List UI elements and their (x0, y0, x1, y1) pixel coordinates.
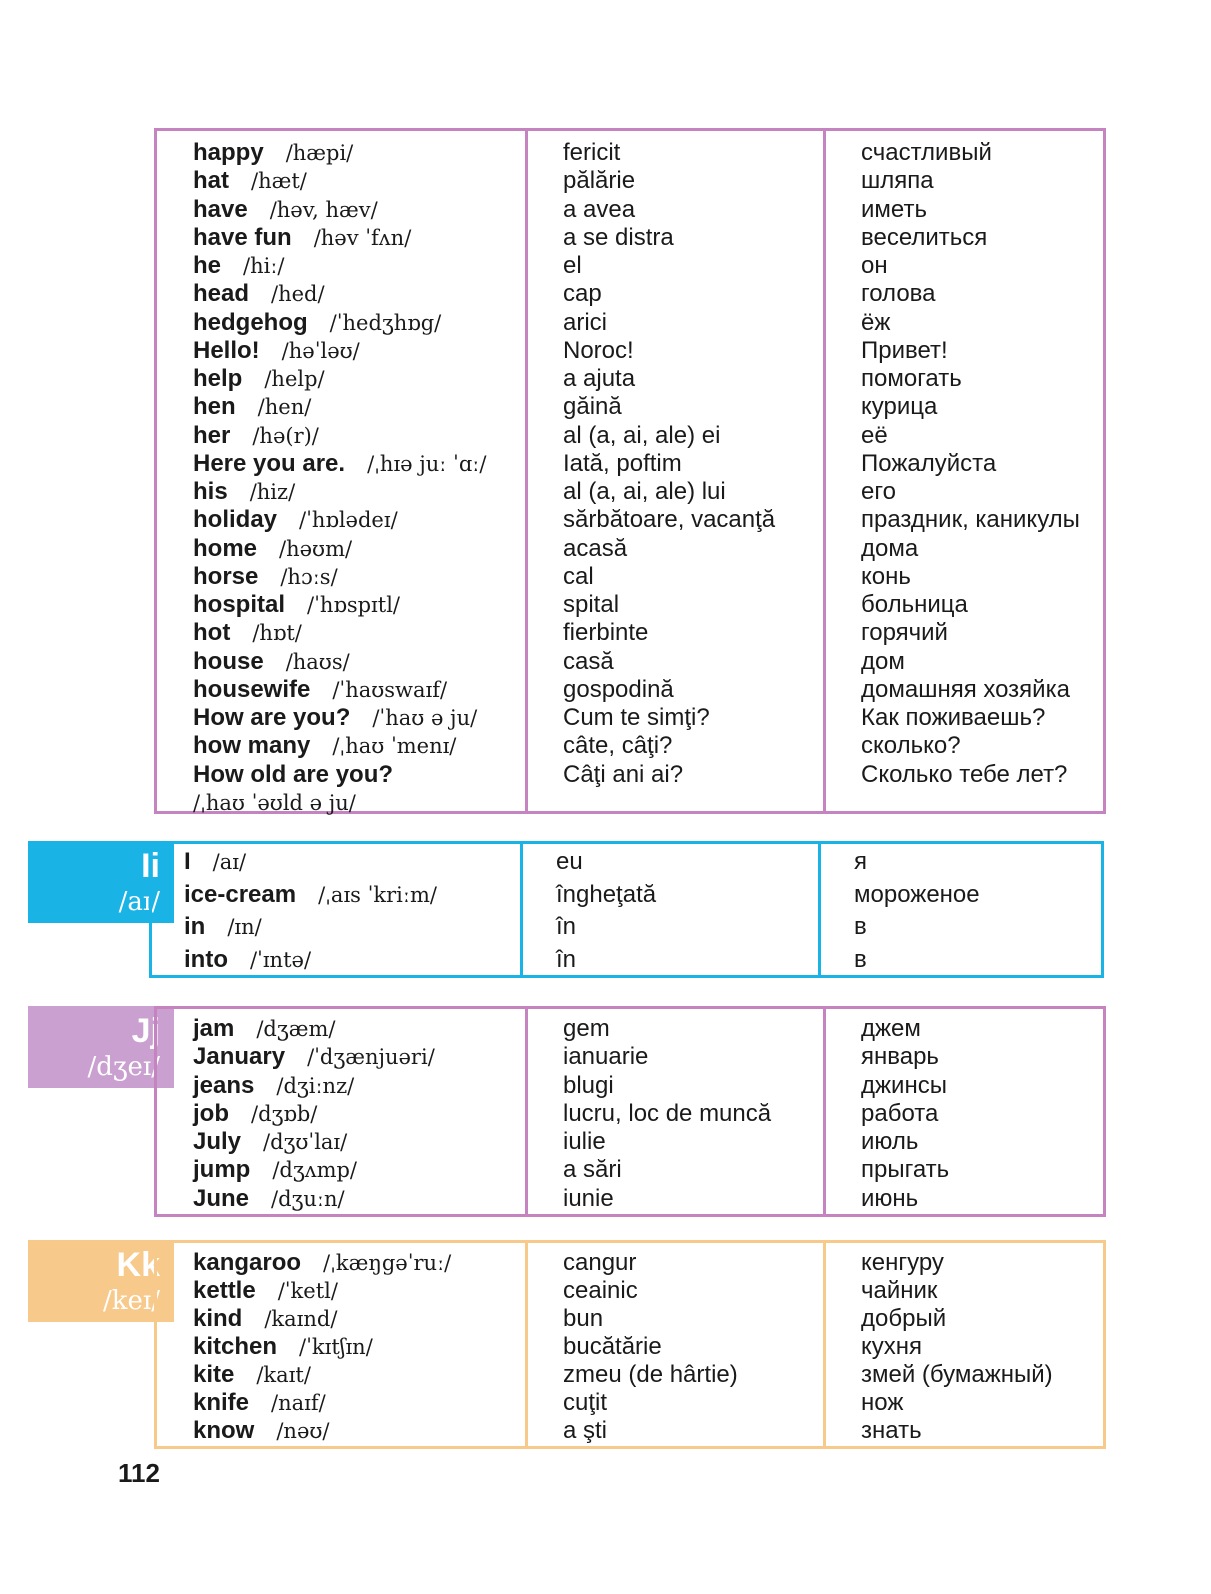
romanian-translation: blugi (563, 1071, 614, 1099)
russian-column (818, 844, 1104, 975)
transcription: /ˈhaʊswaɪf/ (332, 677, 448, 702)
vocab-entry (157, 648, 525, 676)
vocab-entry (157, 1333, 525, 1361)
russian-translation: иметь (861, 195, 927, 223)
vocab-entry (157, 478, 525, 506)
transcription: /ˌkæŋgəˈruː/ (323, 1251, 452, 1275)
transcription: /hæpi/ (285, 141, 354, 165)
transcription: /ˈɪntə/ (249, 947, 312, 972)
vocab-entry (157, 224, 525, 252)
english-word: hospital (193, 591, 286, 618)
transcription: /aɪ/ (212, 850, 247, 874)
english-word: June (193, 1184, 250, 1212)
transcription: /hɒt/ (252, 621, 302, 646)
english-word: jam (193, 1015, 235, 1042)
english-word: Hello! (193, 336, 260, 364)
english-word: How old are you? (193, 760, 394, 788)
letter-ipa: /keɪ/ (103, 1286, 160, 1316)
russian-translation: веселиться (861, 223, 988, 251)
romanian-translation: a şti (563, 1417, 608, 1444)
russian-translation: я (854, 848, 867, 875)
russian-translation: помогать (861, 365, 962, 392)
transcription: /dʒæm/ (256, 1017, 336, 1041)
romanian-translation: acasă (563, 534, 628, 562)
russian-translation: мороженое (854, 880, 980, 908)
transcription: /haʊs/ (285, 649, 350, 674)
romanian-translation: cal (563, 562, 594, 590)
russian-translation: дом (861, 647, 905, 675)
english-word: in (184, 913, 206, 940)
english-word: job (193, 1099, 229, 1127)
english-word: kangaroo (193, 1249, 302, 1276)
vocab-entry (157, 506, 525, 534)
english-word: kettle (193, 1277, 256, 1304)
transcription: /ˈhedʒhɒg/ (329, 310, 442, 335)
transcription: /həʊm/ (279, 536, 353, 561)
russian-translation: сколько? (861, 732, 961, 760)
transcription: /hə(r)/ (252, 423, 319, 448)
vocab-entry (157, 337, 525, 365)
vocab-entry (157, 1015, 525, 1043)
english-word: hedgehog (193, 308, 308, 336)
transcription: /ˈhaʊ ə ju/ (372, 706, 478, 730)
russian-translation: голова (861, 280, 936, 308)
romanian-translation: cuţit (563, 1389, 608, 1416)
english-word: holiday (193, 506, 278, 534)
transcription: /ˈketl/ (277, 1279, 338, 1303)
transcription: /ˈkɪtʃɪn/ (299, 1335, 373, 1359)
transcription: /hed/ (271, 282, 325, 307)
russian-translation: июль (861, 1128, 919, 1155)
romanian-translation: a avea (563, 195, 636, 223)
transcription: /nəʊ/ (276, 1419, 330, 1443)
russian-column (823, 1243, 1109, 1446)
english-word: know (193, 1417, 255, 1444)
russian-translation: счастливый (861, 139, 992, 166)
romanian-translation: câte, câţi? (563, 732, 673, 760)
vocab-entry (152, 848, 520, 876)
english-word: head (193, 280, 250, 308)
russian-translation: прыгать (861, 1156, 950, 1184)
russian-translation: домашняя хозяйка (861, 675, 1070, 703)
romanian-column (520, 844, 818, 975)
russian-translation: больница (861, 591, 968, 618)
vocab-entry-continued (157, 789, 525, 817)
transcription: /hiz/ (249, 480, 296, 504)
english-word: ice-cream (184, 880, 297, 908)
transcription: /ˌhɪə juː ˈɑː/ (367, 451, 487, 476)
romanian-translation: Câţi ani ai? (563, 760, 684, 788)
romanian-translation: lucru, loc de muncă (563, 1099, 772, 1127)
romanian-translation: arici (563, 308, 608, 336)
romanian-translation: fericit (563, 139, 621, 166)
transcription: /kaɪnd/ (264, 1307, 338, 1331)
vocab-entry (157, 1100, 525, 1128)
vocab-entry (157, 196, 525, 224)
letter-ipa: /aɪ/ (118, 887, 160, 917)
transcription: /hen/ (257, 395, 312, 420)
vocab-entry (157, 1361, 525, 1389)
romanian-translation: casă (563, 647, 614, 675)
vocab-entry (157, 1417, 525, 1445)
transcription: /həv ˈfʌn/ (313, 225, 412, 250)
transcription: /ˈhɒlədeɪ/ (299, 508, 398, 533)
russian-translation: добрый (861, 1305, 947, 1332)
transcription: /kaɪt/ (256, 1363, 311, 1387)
english-word: his (193, 478, 228, 505)
russian-translation: нож (861, 1389, 904, 1416)
english-word: jump (193, 1156, 251, 1184)
romanian-translation: zmeu (de hârtie) (563, 1361, 738, 1388)
russian-translation: курица (861, 393, 938, 421)
romanian-translation: iulie (563, 1128, 606, 1155)
transcription: /hæt/ (251, 169, 307, 194)
english-word: happy (193, 139, 264, 166)
vocab-entry (157, 309, 525, 337)
letter: Ii (141, 847, 160, 885)
transcription: /dʒʊˈlaɪ/ (263, 1130, 348, 1154)
russian-translation: Как поживаешь? (861, 704, 1046, 731)
vocab-entry (157, 422, 525, 450)
romanian-translation: gospodină (563, 675, 674, 703)
russian-translation: Сколько тебе лет? (861, 760, 1068, 788)
transcription: /həv, hæv/ (269, 197, 378, 222)
vocab-entry (157, 1185, 525, 1213)
vocab-entry (157, 563, 525, 591)
vocab-entry (157, 1389, 525, 1417)
romanian-translation: ianuarie (563, 1043, 649, 1071)
russian-translation: в (854, 913, 867, 940)
romanian-translation: Noroc! (563, 336, 634, 364)
vocab-entry (157, 619, 525, 647)
transcription: /ˈhɒspɪtl/ (307, 593, 400, 617)
russian-translation: горячий (861, 619, 948, 647)
transcription: /help/ (264, 367, 325, 391)
english-word: kite (193, 1361, 235, 1388)
english-column (152, 844, 520, 975)
transcription: /ˌhaʊ ˈəʊld ə ju/ (193, 790, 356, 815)
russian-translation: чайник (861, 1277, 938, 1304)
russian-translation: Пожалуйста (861, 449, 997, 477)
russian-translation: шляпа (861, 167, 934, 195)
russian-translation: кухня (861, 1333, 923, 1360)
romanian-column (525, 1009, 823, 1214)
transcription: /dʒuːn/ (271, 1186, 345, 1211)
english-word: her (193, 421, 231, 449)
transcription: /ˌhaʊ ˈmenɪ/ (332, 734, 457, 759)
english-word: have (193, 195, 248, 223)
english-word: kind (193, 1305, 243, 1332)
romanian-column (525, 131, 823, 811)
vocab-entry (157, 393, 525, 421)
russian-translation: Привет! (861, 336, 948, 364)
english-word: I (184, 848, 191, 875)
romanian-translation: găină (563, 393, 622, 421)
transcription: /dʒʌmp/ (272, 1158, 357, 1183)
english-word: hat (193, 167, 229, 195)
transcription: /ˈdʒænjuəri/ (307, 1045, 435, 1070)
english-word: house (193, 647, 264, 675)
english-word: home (193, 534, 258, 562)
english-word: into (184, 945, 228, 973)
english-column (157, 1243, 525, 1446)
romanian-translation: sărbătoare, vacanţă (563, 506, 776, 534)
english-word: kitchen (193, 1333, 278, 1360)
romanian-translation: a ajuta (563, 365, 636, 392)
romanian-translation: a sări (563, 1156, 622, 1184)
russian-translation: он (861, 252, 888, 279)
romanian-translation: pălărie (563, 167, 636, 195)
english-word: he (193, 252, 222, 279)
vocab-entry (157, 252, 525, 280)
transcription: /hiː/ (243, 254, 285, 278)
russian-translation: джем (861, 1015, 921, 1042)
romanian-translation: în (556, 945, 577, 973)
russian-translation: кенгуру (861, 1249, 944, 1276)
romanian-translation: cap (563, 280, 602, 308)
vocab-entry (157, 676, 525, 704)
romanian-column (525, 1243, 823, 1446)
page-number: 112 (118, 1458, 160, 1488)
romanian-translation: Cum te simţi? (563, 704, 710, 731)
vocab-entry (152, 913, 520, 941)
english-word: help (193, 365, 243, 392)
vocab-entry (157, 1249, 525, 1277)
vocab-entry (157, 704, 525, 732)
vocab-entry (152, 881, 520, 909)
russian-translation: январь (861, 1043, 939, 1071)
russian-column (823, 131, 1109, 811)
vocab-entry (157, 450, 525, 478)
english-word: Here you are. (193, 449, 346, 477)
english-word: How are you? (193, 704, 351, 731)
vocab-entry (157, 591, 525, 619)
romanian-translation: cangur (563, 1249, 637, 1276)
russian-translation: змей (бумажный) (861, 1361, 1053, 1388)
russian-translation: его (861, 478, 896, 505)
transcription: /ˌaɪs ˈkriːm/ (318, 882, 437, 907)
english-word: January (193, 1043, 286, 1071)
russian-column (823, 1009, 1109, 1214)
romanian-translation: Iată, poftim (563, 449, 682, 477)
section-j-table (154, 1006, 1106, 1217)
english-word: horse (193, 562, 259, 590)
section-i-table (149, 841, 1104, 978)
romanian-translation: gem (563, 1015, 610, 1042)
section-h-table (154, 128, 1106, 814)
vocab-entry (157, 167, 525, 195)
transcription: /dʒɒb/ (251, 1101, 318, 1126)
english-word: have fun (193, 223, 292, 251)
english-word: how many (193, 732, 311, 760)
transcription: /naɪf/ (271, 1391, 326, 1415)
russian-translation: джинсы (861, 1071, 947, 1099)
vocab-entry (157, 1305, 525, 1333)
vocab-entry (157, 1156, 525, 1184)
vocab-entry (157, 139, 525, 167)
romanian-translation: iunie (563, 1184, 614, 1212)
russian-translation: конь (861, 562, 911, 590)
english-word: July (193, 1128, 242, 1155)
vocab-entry (157, 1072, 525, 1100)
romanian-translation: în (556, 913, 577, 940)
russian-translation: дома (861, 534, 919, 562)
vocab-entry (157, 732, 525, 760)
letter: Jj (131, 1012, 160, 1050)
letter-marker-k (28, 1240, 174, 1322)
transcription: /ɪn/ (227, 915, 262, 939)
vocab-entry (157, 1043, 525, 1071)
vocab-entry (157, 761, 525, 789)
transcription: /həˈləʊ/ (281, 338, 360, 363)
vocab-entry (157, 535, 525, 563)
vocab-entry (157, 365, 525, 393)
romanian-translation: îngheţată (556, 880, 657, 908)
letter-marker-j (28, 1006, 174, 1088)
vocab-entry (157, 1277, 525, 1305)
transcription: /dʒiːnz/ (276, 1073, 355, 1098)
english-word: hot (193, 619, 231, 647)
romanian-translation: spital (563, 591, 620, 618)
russian-translation: в (854, 945, 867, 973)
russian-translation: знать (861, 1417, 922, 1444)
romanian-translation: fierbinte (563, 619, 649, 647)
russian-translation: ёж (861, 308, 891, 336)
russian-translation: работа (861, 1099, 939, 1127)
vocab-entry (157, 1128, 525, 1156)
english-word: hen (193, 393, 236, 421)
transcription: /hɔːs/ (280, 564, 338, 589)
english-word: housewife (193, 675, 311, 703)
russian-translation: июнь (861, 1184, 919, 1212)
english-word: jeans (193, 1071, 255, 1099)
romanian-translation: ceainic (563, 1277, 638, 1304)
english-column (157, 1009, 525, 1214)
romanian-translation: bucătărie (563, 1333, 662, 1360)
russian-translation: праздник, каникулы (861, 506, 1080, 534)
vocab-entry (157, 280, 525, 308)
letter-ipa: /dʒeɪ/ (87, 1052, 160, 1082)
russian-translation: её (861, 421, 888, 449)
romanian-translation: al (a, ai, ale) ei (563, 421, 721, 449)
section-k-table (154, 1240, 1106, 1449)
english-column (157, 131, 525, 815)
romanian-translation: al (a, ai, ale) lui (563, 478, 726, 505)
english-word: knife (193, 1389, 250, 1416)
romanian-translation: eu (556, 848, 583, 875)
romanian-translation: bun (563, 1305, 604, 1332)
letter: Kk (116, 1246, 160, 1284)
romanian-translation: a se distra (563, 223, 674, 251)
vocab-entry (152, 946, 520, 974)
romanian-translation: el (563, 252, 582, 279)
